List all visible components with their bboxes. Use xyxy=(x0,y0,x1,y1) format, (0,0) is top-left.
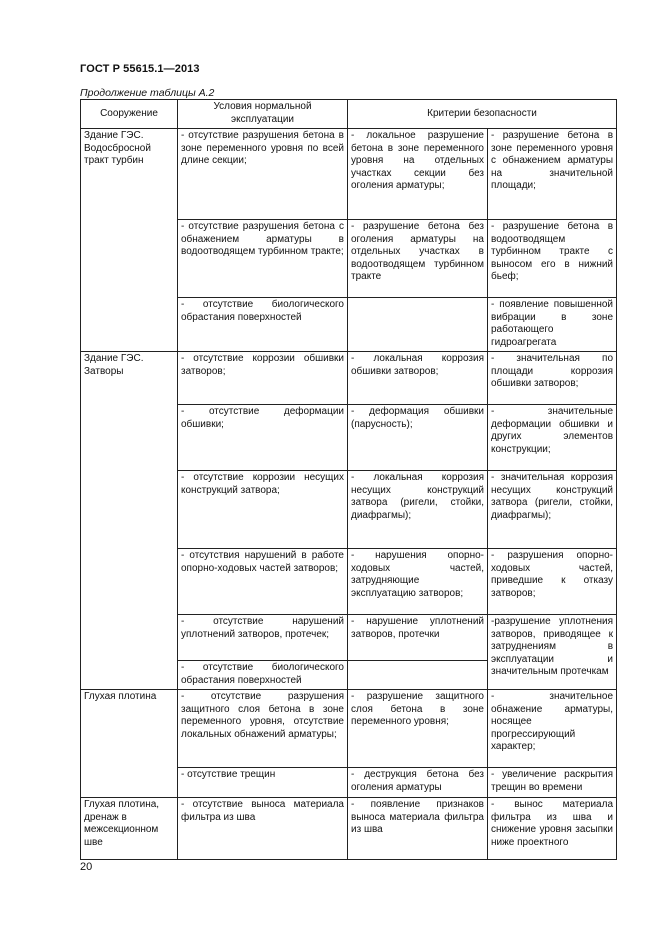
criteria-a-cell xyxy=(348,549,488,615)
criteria-a-text: - деформация обшивки (парусность); xyxy=(351,406,484,430)
condition-cell xyxy=(178,298,348,352)
condition-cell xyxy=(178,690,348,768)
criteria-a-cell xyxy=(348,352,488,405)
structure-name: Глухая плотина, дренаж в межсекционном шве xyxy=(81,798,178,860)
condition-text: - отсутствие нарушений уплотнений затворов, протечек; xyxy=(181,616,344,640)
criteria-a-text: - деструкция бетона без оголения арматуры xyxy=(351,769,484,793)
criteria-a-text: - нарушения опорно-ходовых частей, затрудняющие эксплуатацию затворов; xyxy=(351,550,484,599)
criteria-a-cell xyxy=(348,129,488,220)
table-row xyxy=(81,352,617,405)
criteria-a-text: - локальная коррозия обшивки затворов; xyxy=(351,353,484,377)
condition-cell xyxy=(178,768,348,798)
criteria-b-cell xyxy=(488,798,617,860)
structure-name: Здание ГЭС. Затворы xyxy=(81,352,178,690)
criteria-b-text: - значительная по площади коррозия обшивки затворов; xyxy=(491,353,614,390)
standard-id: ГОСТ Р 55615.1—2013 xyxy=(80,63,200,75)
criteria-b-text: - увеличение раскрытия трещин во времени xyxy=(491,769,614,793)
criteria-a-cell xyxy=(348,298,488,352)
criteria-a-text: - разрушение бетона без оголения арматуры на отдельных участках в водоотводящем турбинном тракте xyxy=(351,221,484,283)
criteria-a-cell xyxy=(348,661,488,690)
criteria-a-cell xyxy=(348,615,488,661)
table-header-row xyxy=(81,100,617,129)
structure-name: Глухая плотина xyxy=(81,690,178,798)
column-header-conditions: Условия нормальной эксплуатации xyxy=(178,100,348,129)
criteria-a-cell xyxy=(348,690,488,768)
condition-cell xyxy=(178,471,348,549)
criteria-b-cell xyxy=(488,405,617,471)
condition-text: - отсутствие разрушения защитного слоя бетона в зоне переменного уровня, отсутствие локальных обнажений арматуры; xyxy=(181,691,344,740)
criteria-b-text: - значительное обнажение арматуры, носящее прогрессирующий характер; xyxy=(491,691,614,753)
structure-name: Здание ГЭС. Водосбросной тракт турбин xyxy=(81,129,178,352)
condition-text: - отсутствие разрушения бетона в зоне переменного уровня по всей длине секции; xyxy=(181,130,344,167)
condition-text: - отсутствие коррозии обшивки затворов; xyxy=(181,353,344,377)
criteria-b-cell xyxy=(488,129,617,220)
criteria-b-cell xyxy=(488,768,617,798)
criteria-a-text: - локальное разрушение бетона в зоне переменного уровня на отдельных участках секции без оголения арматуры; xyxy=(351,130,484,192)
criteria-b-text: - разрушение бетона в водоотводящем турбинном тракте с выносом его в нижний бьеф; xyxy=(491,221,614,283)
criteria-b-text: - вынос материала фильтра из шва и снижение уровня засыпки ниже проектного xyxy=(491,799,614,848)
criteria-b-text: - разрушение бетона в зоне переменного уровня с обнажением арматуры на значительной площади; xyxy=(491,130,614,192)
condition-cell xyxy=(178,615,348,661)
criteria-b-cell xyxy=(488,352,617,405)
condition-text: - отсутствие выноса материала фильтра из шва xyxy=(181,799,344,823)
column-header-criteria: Критерии безопасности xyxy=(348,100,617,129)
criteria-a-text: - появление признаков выноса материала фильтра из шва xyxy=(351,799,484,836)
condition-cell xyxy=(178,220,348,298)
criteria-b-text: -разрушение уплотнения затворов, приводящее к затруднениям в эксплуатации и значительным протечкам xyxy=(491,616,614,678)
condition-cell xyxy=(178,352,348,405)
criteria-b-cell xyxy=(488,298,617,352)
table-caption: Продолжение таблицы А.2 xyxy=(80,87,215,99)
table-row xyxy=(81,798,617,860)
criteria-a-text: - нарушение уплотнений затворов, протечки xyxy=(351,616,484,640)
condition-cell xyxy=(178,405,348,471)
condition-cell xyxy=(178,549,348,615)
criteria-b-cell xyxy=(488,690,617,768)
condition-text: - отсутствия нарушений в работе опорно-ходовых частей затворов; xyxy=(181,550,344,574)
criteria-b-cell xyxy=(488,615,617,690)
condition-text: - отсутствие трещин xyxy=(181,769,276,780)
criteria-b-text: - значительные деформации обшивки и других элементов конструкции; xyxy=(491,406,614,455)
criteria-b-text: - разрушения опорно-ходовых частей, приведшие к отказу затворов; xyxy=(491,550,614,599)
criteria-a-cell xyxy=(348,405,488,471)
criteria-a-cell xyxy=(348,220,488,298)
criteria-b-cell xyxy=(488,549,617,615)
condition-text: - отсутствие биологического обрастания поверхностей xyxy=(181,662,344,686)
criteria-a-cell xyxy=(348,798,488,860)
criteria-b-cell xyxy=(488,471,617,549)
condition-cell xyxy=(178,661,348,690)
condition-text: - отсутствие коррозии несущих конструкций затвора; xyxy=(181,472,344,496)
column-header-structure: Сооружение xyxy=(81,100,178,129)
criteria-a-text: - локальная коррозия несущих конструкций затвора (ригели, стойки, диафрагмы); xyxy=(351,472,484,521)
condition-cell xyxy=(178,129,348,220)
criteria-b-text: - появление повышенной вибрации в зоне работающего гидроагрегата xyxy=(491,299,614,348)
criteria-a-text: - разрушение защитного слоя бетона в зоне переменного уровня; xyxy=(351,691,484,728)
table-row xyxy=(81,129,617,220)
condition-text: - отсутствие биологического обрастания поверхностей xyxy=(181,299,344,323)
table-row xyxy=(81,690,617,768)
criteria-a-cell xyxy=(348,768,488,798)
criteria-b-text: - значительная коррозия несущих конструкций затвора (ригели, стойки, диафрагмы); xyxy=(491,472,614,521)
criteria-b-cell xyxy=(488,220,617,298)
condition-text: - отсутствие деформации обшивки; xyxy=(181,406,344,430)
safety-criteria-table xyxy=(80,99,617,860)
criteria-a-cell xyxy=(348,471,488,549)
page-number: 20 xyxy=(80,861,93,873)
condition-cell xyxy=(178,798,348,860)
condition-text: - отсутствие разрушения бетона с обнажением арматуры в водоотводящем турбинном тракте; xyxy=(181,221,344,258)
